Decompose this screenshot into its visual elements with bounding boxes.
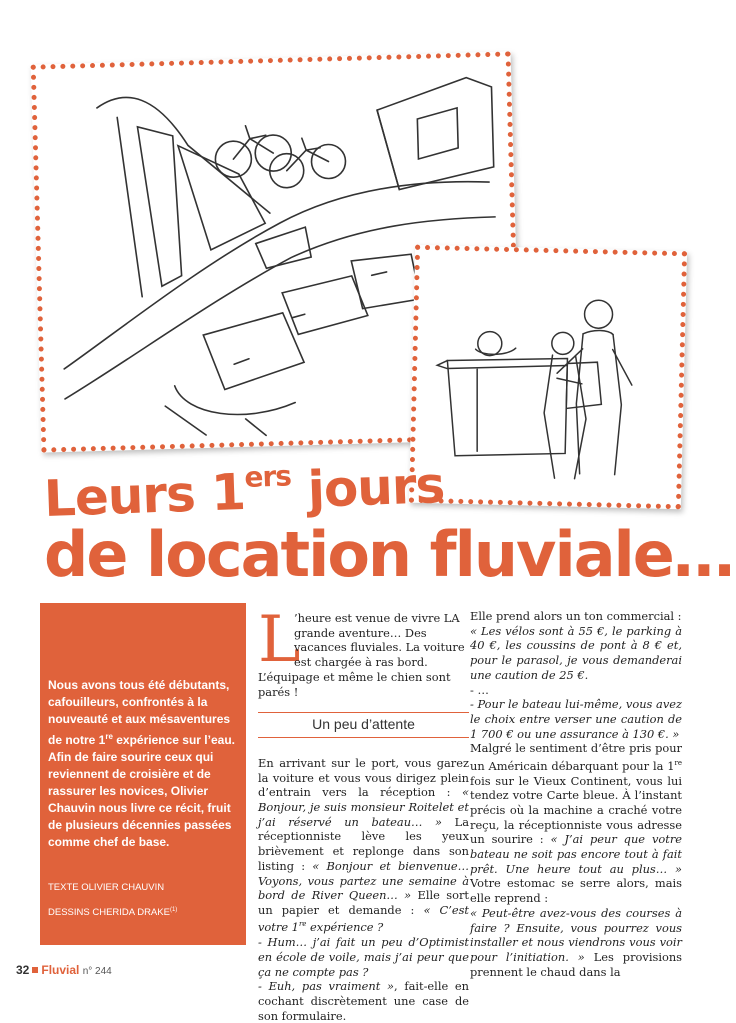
p2: - Hum… j’ai fait un peu d’Optimist en école de voile, mais j’ai peur que ça ne compte pas ? [258, 935, 469, 979]
lead-paragraph [258, 603, 469, 699]
page-footer [16, 963, 112, 977]
paragraph-card [470, 741, 682, 906]
separator-square [32, 967, 38, 973]
credit-drawings [48, 899, 238, 924]
p8-sup: re [674, 759, 682, 768]
lead-text: ’heure est venue de vivre LA grande aventure… Des vacances fluviales. La voiture est chargée à ras bord. L’équipage et même le chien sont parés ! [258, 611, 465, 699]
section-subhead: Un peu d’attente [258, 712, 469, 738]
intro-text-b: expérience sur l’eau. Afin de faire sourire ceux qui reviennent de croisière et de rassurer les novices, Olivier Chauvin nous livre ce récit, fruit de plusieurs décennies passées comme chef de base. [48, 733, 235, 849]
intro-text [48, 677, 238, 851]
p1-q3-a: « C’est votre 1 [258, 902, 469, 935]
article-column-2 [470, 609, 682, 979]
p1-q3-sup: re [298, 920, 307, 929]
credit-drawings-label: DESSINS CHERIDA DRAKE [48, 907, 170, 919]
intro-text-sup: re [105, 732, 113, 741]
p1-quote-1: « Bonjour, je suis monsieur Roitelet et j’ai réservé un bateau… » [258, 785, 469, 829]
p1-quote-2: « Bonjour et bienvenue… Voyons, vous partez une semaine à bord de River Queen… » [258, 858, 469, 903]
magazine-name: Fluvial [41, 963, 80, 977]
issue-number: n° 244 [82, 966, 112, 977]
p7: - Pour le bateau lui-même, vous avez le choix entre verser une caution de 1 700 € ou une assurance à 130 €. » [470, 697, 682, 741]
credit-note: (1) [169, 907, 178, 913]
p8-quote: « J’ai peur que votre bateau ne soit pas encore tout à fait prêt. Une heure tout au plus… » [470, 832, 683, 876]
paragraph-arrival [258, 756, 469, 935]
paragraph-deposit [470, 697, 682, 741]
p1-b: La réceptionniste lève les yeux brièvement et replonge dans son listing : [258, 814, 469, 873]
p9-quote: « Peut-être avez-vous des courses à faire ? Ensuite, vous pourrez vous installer et nous viendrons vous voir pour l’initiation. » [470, 905, 682, 964]
title-line-1-post: jours [290, 456, 446, 520]
paragraph-commercial: Elle prend alors un ton commercial : [470, 609, 682, 623]
p1-q3-b: expérience ? [306, 920, 384, 935]
credit-text: TEXTE OLIVIER CHAUVIN [48, 882, 165, 893]
p5: « Les vélos sont à 55 €, le parking à 40 €, les coussins de pont à 8 € et, pour le parasol, je vous demanderai une caution de 25 €. [470, 623, 682, 682]
title-line-1-pre: Leurs 1 [43, 463, 246, 528]
illustration-reception [409, 245, 687, 510]
dropcap: L [258, 603, 301, 677]
article-column-1 [258, 603, 469, 1023]
p3-a: - Euh, pas vraiment » [258, 979, 395, 994]
paragraph-reply [258, 979, 469, 1023]
paragraph-shopping [470, 906, 682, 980]
reception-drawing [414, 250, 682, 504]
p3-b: , fait-elle en cochant discrètement une case de son formulaire. [258, 979, 469, 1023]
title-line-1-sup: ers [243, 459, 292, 494]
paragraph-ellipsis: - … [470, 682, 489, 697]
intro-text-a: Nous avons tous été débutants, cafouilleurs, confrontés à la nouveauté et aux mésaventures de notre 1 [48, 678, 231, 747]
paragraph-optimist [258, 935, 469, 979]
article-title-line-2: de location fluviale… [44, 518, 733, 591]
paragraph-prices [470, 624, 682, 683]
p8-a: Malgré le sentiment d’être pris pour un Américain débarquant pour la 1 [470, 741, 682, 773]
credits [48, 877, 238, 924]
intro-box [40, 603, 246, 945]
p8-c: Votre estomac se serre alors, mais elle reprend : [470, 876, 682, 906]
p9-b: Les provisions prennent le chaud dans la [470, 949, 683, 979]
page-number: 32 [16, 963, 30, 977]
article-title-line-1 [43, 454, 445, 528]
p1-c: Elle sort un papier et demande : [258, 888, 469, 917]
p1-a: En arrivant sur le port, vous garez la voiture et vous vous dirigez plein d’entrain vers la réception : [258, 755, 469, 800]
p8-b: fois sur le Vieux Continent, vous lui tendez votre Carte bleue. À l’instant précis où la machine a craché votre reçu, la réceptionniste vous adresse un sourire : [470, 773, 682, 847]
